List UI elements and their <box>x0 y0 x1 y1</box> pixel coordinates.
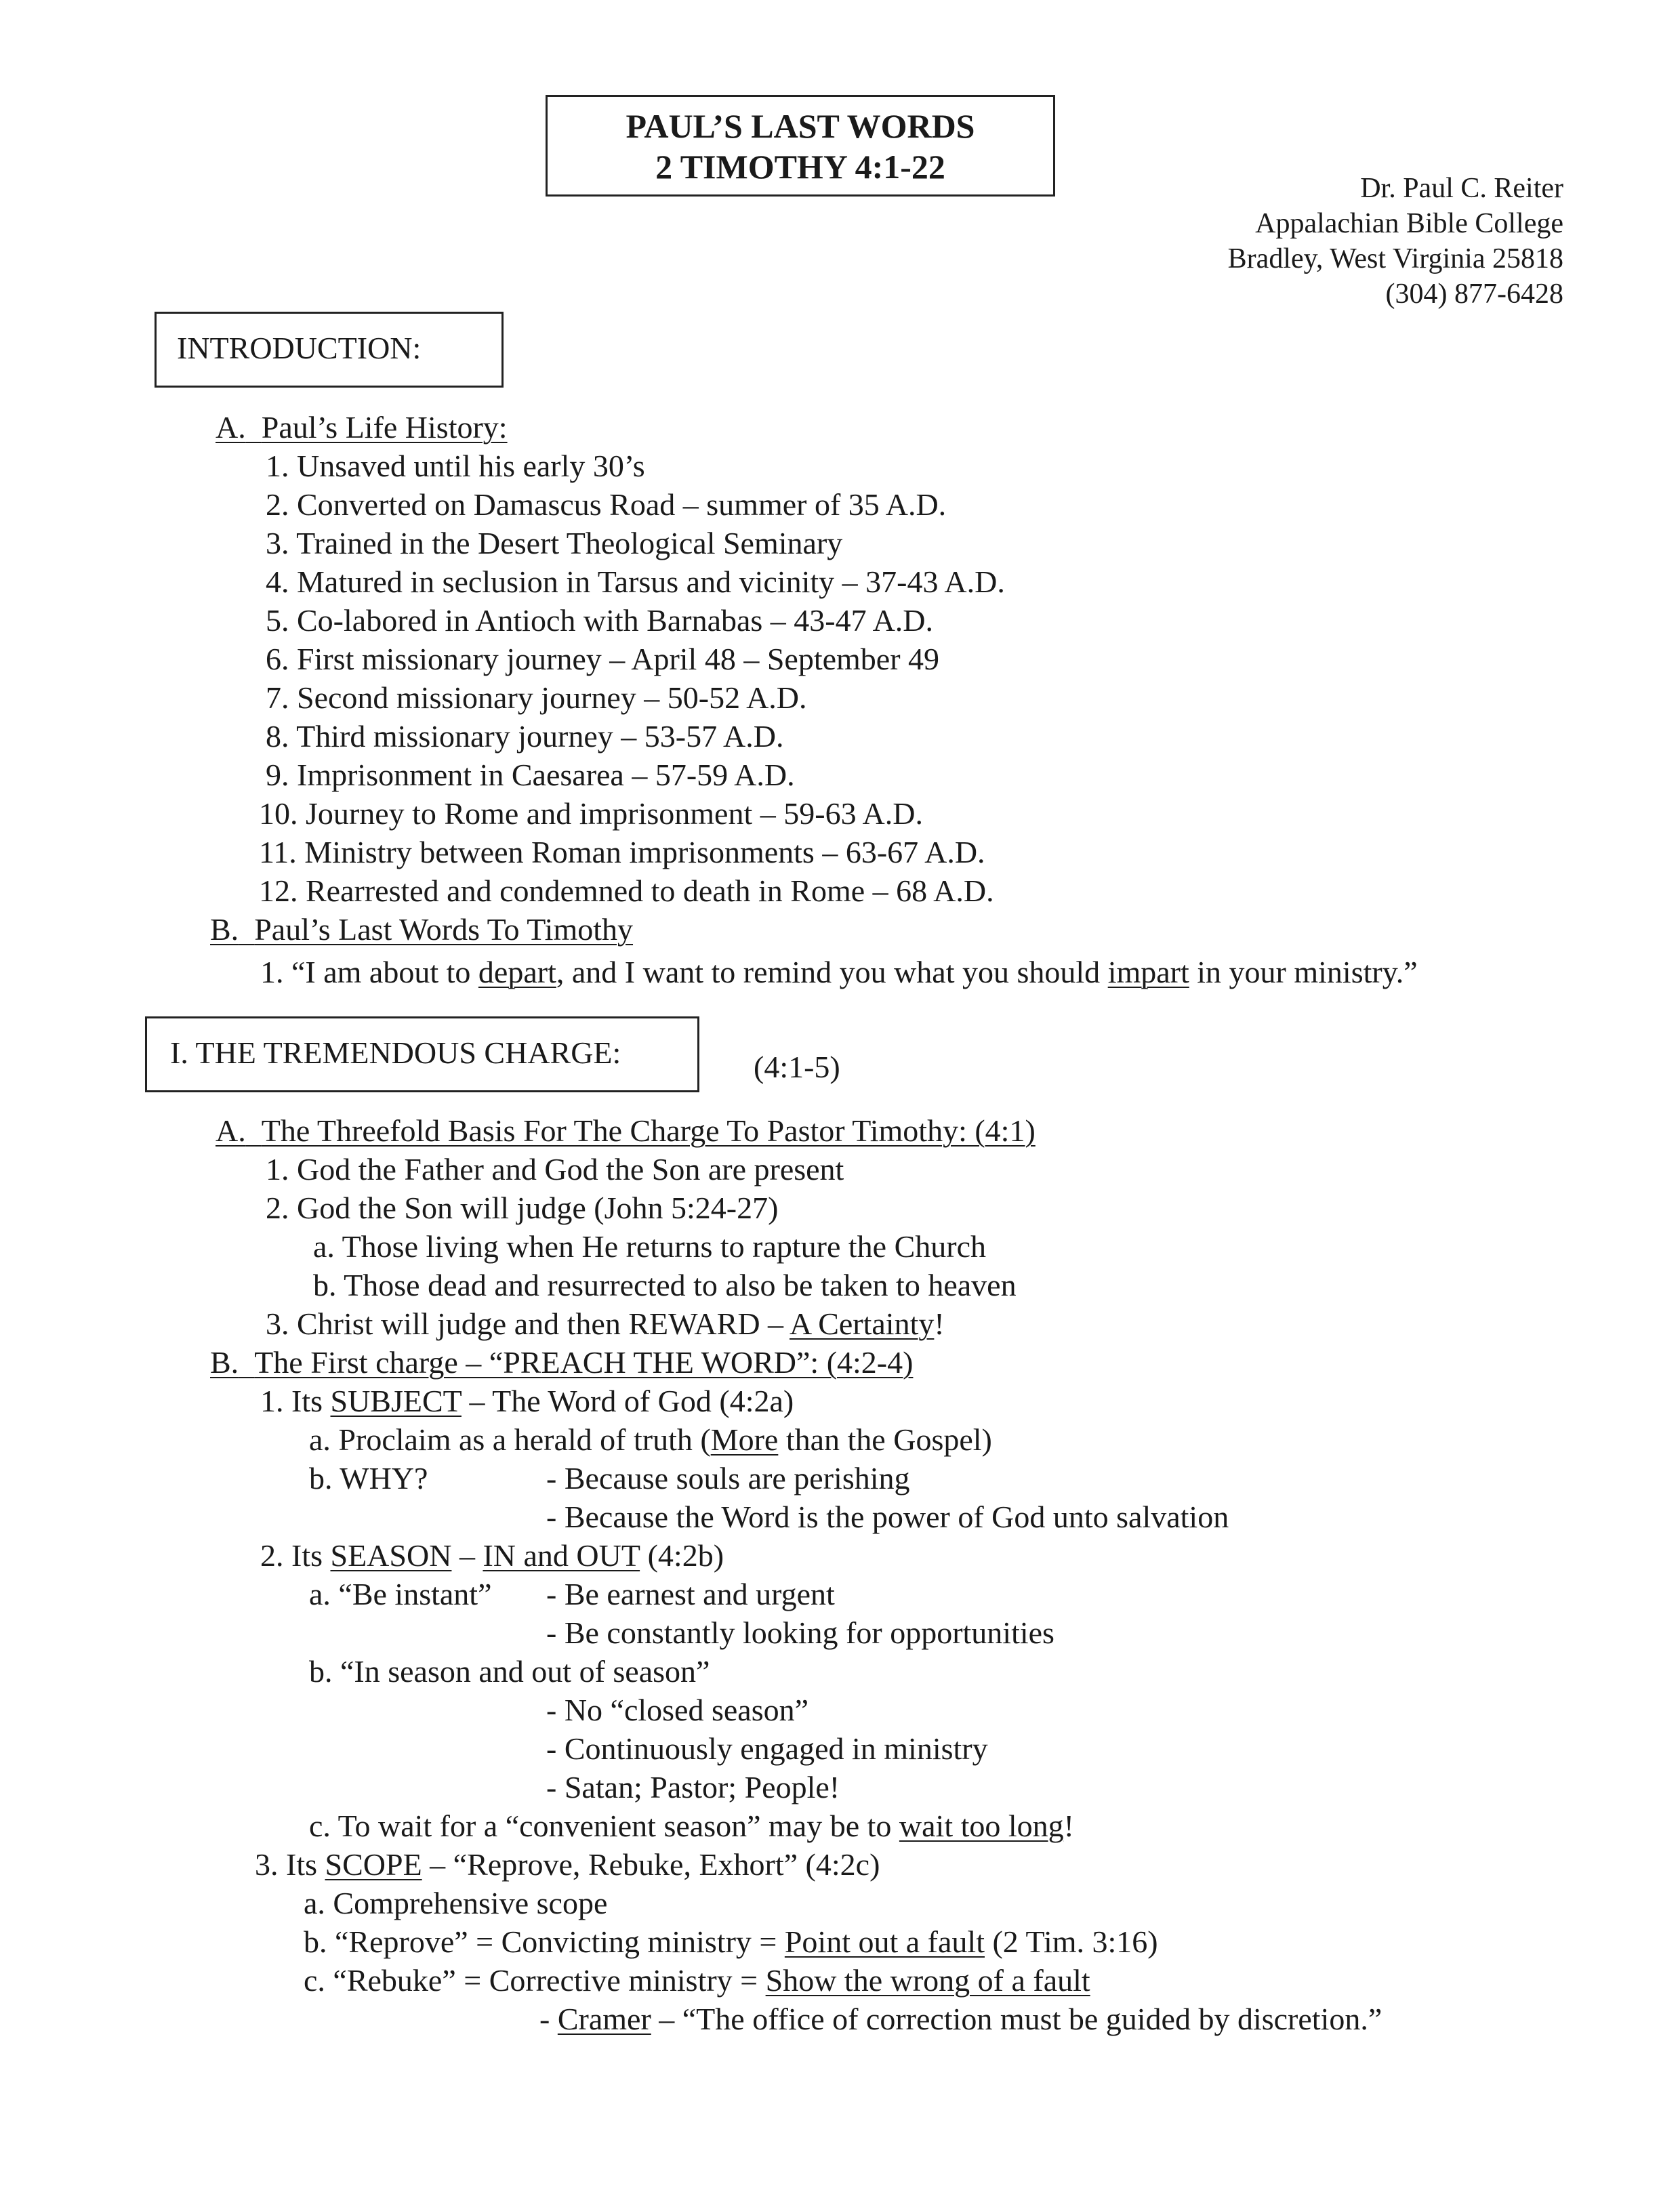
section1-b3c: c. “Rebuke” = Corrective ministry = Show the wrong of a fault <box>304 1963 1090 1998</box>
section1-b2a-label: a. “Be instant” <box>309 1577 492 1611</box>
section1-b2b-point: - Continuously engaged in ministry <box>546 1731 988 1766</box>
history-item: 6. First missionary journey – April 48 – September 49 <box>266 642 940 676</box>
author-phone: (304) 877-6428 <box>1385 278 1563 310</box>
title-line-2: 2 TIMOTHY 4:1-22 <box>655 148 945 186</box>
section1-b1a: a. Proclaim as a herald of truth (More than the Gospel) <box>309 1422 992 1457</box>
title-box <box>546 95 1055 197</box>
intro-a-heading: A. Paul’s Life History: <box>216 410 508 445</box>
section1-b3c-quote: - Cramer – “The office of correction must be guided by discretion.” <box>539 2002 1382 2036</box>
history-item: 5. Co-labored in Antioch with Barnabas – 43-47 A.D. <box>266 603 934 638</box>
section1-b2b-point: - No “closed season” <box>546 1693 809 1727</box>
section1-b1b-reason: - Because souls are perishing <box>546 1461 910 1495</box>
section1-ref: (4:1-5) <box>754 1050 840 1084</box>
section1-a-heading: A. The Threefold Basis For The Charge To Pastor Timothy: (4:1) <box>216 1113 1036 1148</box>
history-item: 11. Ministry between Roman imprisonments – 63-67 A.D. <box>259 835 985 869</box>
author-location: Bradley, West Virginia 25818 <box>1227 243 1563 274</box>
section1-b3b: b. “Reprove” = Convicting ministry = Point out a fault (2 Tim. 3:16) <box>304 1924 1158 1959</box>
intro-b1-quote: 1. “I am about to depart, and I want to remind you what you should impart in your ministry.” <box>260 955 1418 989</box>
section1-heading: I. THE TREMENDOUS CHARGE: <box>170 1035 621 1070</box>
history-item: 4. Matured in seclusion in Tarsus and vicinity – 37-43 A.D. <box>266 564 1005 599</box>
author-name: Dr. Paul C. Reiter <box>1360 173 1563 204</box>
section1-b1b-reason: - Because the Word is the power of God unto salvation <box>546 1500 1229 1534</box>
section1-b-heading: B. The First charge – “PREACH THE WORD”: (4:2-4) <box>210 1345 914 1380</box>
section1-b2b-point: - Satan; Pastor; People! <box>546 1770 840 1804</box>
history-item: 12. Rearrested and condemned to death in Rome – 68 A.D. <box>259 873 994 908</box>
history-item: 7. Second missionary journey – 50-52 A.D. <box>266 680 807 715</box>
section1-a2a: a. Those living when He returns to rapture the Church <box>313 1229 986 1264</box>
section1-b3a: a. Comprehensive scope <box>304 1886 608 1920</box>
history-item: 1. Unsaved until his early 30’s <box>266 449 645 483</box>
history-item: 9. Imprisonment in Caesarea – 57-59 A.D. <box>266 758 795 792</box>
section1-a1: 1. God the Father and God the Son are present <box>266 1152 844 1186</box>
section1-b3: 3. Its SCOPE – “Reprove, Rebuke, Exhort” (4:2c) <box>255 1847 880 1882</box>
history-item: 10. Journey to Rome and imprisonment – 59-63 A.D. <box>259 796 923 831</box>
section1-b2a-point: - Be constantly looking for opportunities <box>546 1615 1054 1650</box>
section1-b2: 2. Its SEASON – IN and OUT (4:2b) <box>260 1538 724 1573</box>
introduction-heading: INTRODUCTION: <box>177 331 422 365</box>
history-item: 3. Trained in the Desert Theological Seminary <box>266 526 843 560</box>
history-item: 2. Converted on Damascus Road – summer of 35 A.D. <box>266 487 947 522</box>
intro-b-heading: B. Paul’s Last Words To Timothy <box>210 912 634 947</box>
section1-a2: 2. God the Son will judge (John 5:24-27) <box>266 1191 779 1225</box>
section1-heading-box <box>145 1016 699 1092</box>
section1-b2a-point: - Be earnest and urgent <box>546 1577 835 1611</box>
section1-a3: 3. Christ will judge and then REWARD – A Certainty! <box>266 1306 945 1341</box>
section1-b1: 1. Its SUBJECT – The Word of God (4:2a) <box>260 1384 794 1418</box>
author-institution: Appalachian Bible College <box>1255 208 1563 239</box>
section1-b1b-label: b. WHY? <box>309 1461 428 1495</box>
title-line-1: PAUL’S LAST WORDS <box>626 107 975 145</box>
section1-b2c: c. To wait for a “convenient season” may be to wait too long! <box>309 1809 1074 1843</box>
history-item: 8. Third missionary journey – 53-57 A.D. <box>266 719 784 754</box>
section1-a2b: b. Those dead and resurrected to also be taken to heaven <box>313 1268 1017 1302</box>
introduction-heading-box <box>155 312 504 388</box>
section1-b2b-label: b. “In season and out of season” <box>309 1654 710 1689</box>
